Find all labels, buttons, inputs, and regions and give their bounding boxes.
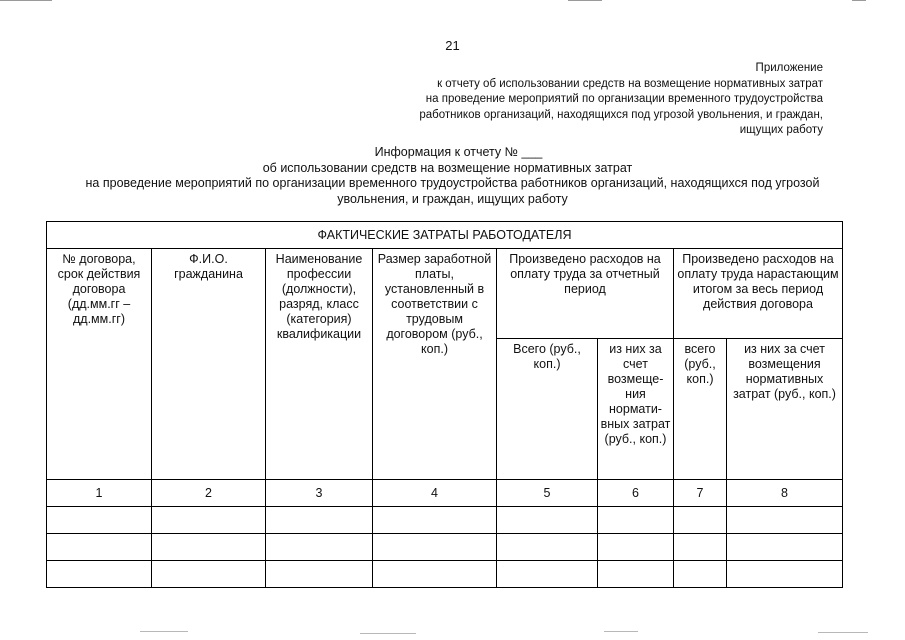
table-cell[interactable] bbox=[674, 507, 727, 534]
cost-table bbox=[46, 221, 843, 588]
table-cell[interactable] bbox=[47, 561, 152, 588]
appendix-note bbox=[263, 61, 823, 139]
table-cell[interactable] bbox=[373, 507, 497, 534]
table-cell[interactable] bbox=[598, 561, 674, 588]
table-cell[interactable] bbox=[497, 561, 598, 588]
appendix-line: на проведение мероприятий по организации временного трудоустройства bbox=[425, 93, 823, 105]
heading-line: об использовании средств на возмещение нормативных затрат bbox=[262, 160, 633, 175]
header-period-total: Всего (руб., коп.) bbox=[497, 339, 598, 480]
heading-line: на проведение мероприятий по организации временного трудоустройства работников организаций, находящихся под угрозой bbox=[85, 176, 820, 190]
header-cumulative-expenses: Произведено расходов на оплату труда нарастающим итогом за весь период действия договора bbox=[674, 249, 843, 339]
scan-artifact-bottom-4 bbox=[818, 632, 868, 633]
table-cell[interactable] bbox=[727, 561, 843, 588]
table-row bbox=[47, 534, 843, 561]
heading-line: увольнения, и граждан, ищущих работу bbox=[337, 191, 568, 206]
column-number: 5 bbox=[497, 480, 598, 507]
column-number: 7 bbox=[674, 480, 727, 507]
column-number: 6 bbox=[598, 480, 674, 507]
table-row bbox=[47, 507, 843, 534]
table-cell[interactable] bbox=[497, 534, 598, 561]
table-cell[interactable] bbox=[674, 561, 727, 588]
heading-line: Информация к отчету № ___ bbox=[374, 145, 543, 159]
header-period-normative: из них за счет возмеще-ния нормати-вных затрат (руб., коп.) bbox=[598, 339, 674, 480]
document-heading bbox=[0, 145, 905, 207]
appendix-line: к отчету об использовании средств на возмещение нормативных затрат bbox=[437, 77, 823, 90]
table-cell[interactable] bbox=[373, 534, 497, 561]
table-group-title: ФАКТИЧЕСКИЕ ЗАТРАТЫ РАБОТОДАТЕЛЯ bbox=[47, 222, 843, 249]
header-salary: Размер заработной платы, установленный в соответствии с трудовым договором (руб., коп.) bbox=[373, 249, 497, 480]
header-full-name: Ф.И.О. гражданина bbox=[152, 249, 266, 480]
header-cumulative-total: всего (руб., коп.) bbox=[674, 339, 727, 480]
scan-artifact-top-left bbox=[0, 0, 52, 1]
table-cell[interactable] bbox=[47, 507, 152, 534]
scan-artifact-bottom-1 bbox=[140, 631, 188, 632]
header-period-expenses: Произведено расходов на оплату труда за отчетный период bbox=[497, 249, 674, 339]
column-number: 3 bbox=[266, 480, 373, 507]
column-number: 4 bbox=[373, 480, 497, 507]
header-contract: № договора, срок действия договора (дд.мм.гг – дд.мм.гг) bbox=[47, 249, 152, 480]
table-cell[interactable] bbox=[727, 507, 843, 534]
table-cell[interactable] bbox=[497, 507, 598, 534]
column-number: 2 bbox=[152, 480, 266, 507]
page-number: 21 bbox=[445, 38, 460, 53]
table-cell[interactable] bbox=[727, 534, 843, 561]
table-cell[interactable] bbox=[266, 534, 373, 561]
table-cell[interactable] bbox=[266, 507, 373, 534]
table-cell[interactable] bbox=[152, 507, 266, 534]
table-cell[interactable] bbox=[598, 507, 674, 534]
scan-artifact-bottom-2 bbox=[360, 633, 416, 634]
appendix-line: Приложение bbox=[755, 62, 823, 74]
table-cell[interactable] bbox=[373, 561, 497, 588]
column-number: 8 bbox=[727, 480, 843, 507]
header-profession: Наименование профессии (должности), разряд, класс (категория) квалификации bbox=[266, 249, 373, 480]
table-cell[interactable] bbox=[598, 534, 674, 561]
scan-artifact-bottom-3 bbox=[604, 631, 638, 632]
table-cell[interactable] bbox=[152, 534, 266, 561]
table-cell[interactable] bbox=[674, 534, 727, 561]
table-cell[interactable] bbox=[47, 534, 152, 561]
scan-artifact-top-mid bbox=[568, 0, 602, 1]
table-cell[interactable] bbox=[266, 561, 373, 588]
appendix-line: ищущих работу bbox=[739, 124, 823, 136]
appendix-line: работников организаций, находящихся под угрозой увольнения, и граждан, bbox=[419, 108, 823, 121]
header-cumulative-normative: из них за счет возмещения нормативных затрат (руб., коп.) bbox=[727, 339, 843, 480]
scan-artifact-top-right bbox=[852, 0, 866, 1]
table-row bbox=[47, 561, 843, 588]
table-cell[interactable] bbox=[152, 561, 266, 588]
column-number: 1 bbox=[47, 480, 152, 507]
